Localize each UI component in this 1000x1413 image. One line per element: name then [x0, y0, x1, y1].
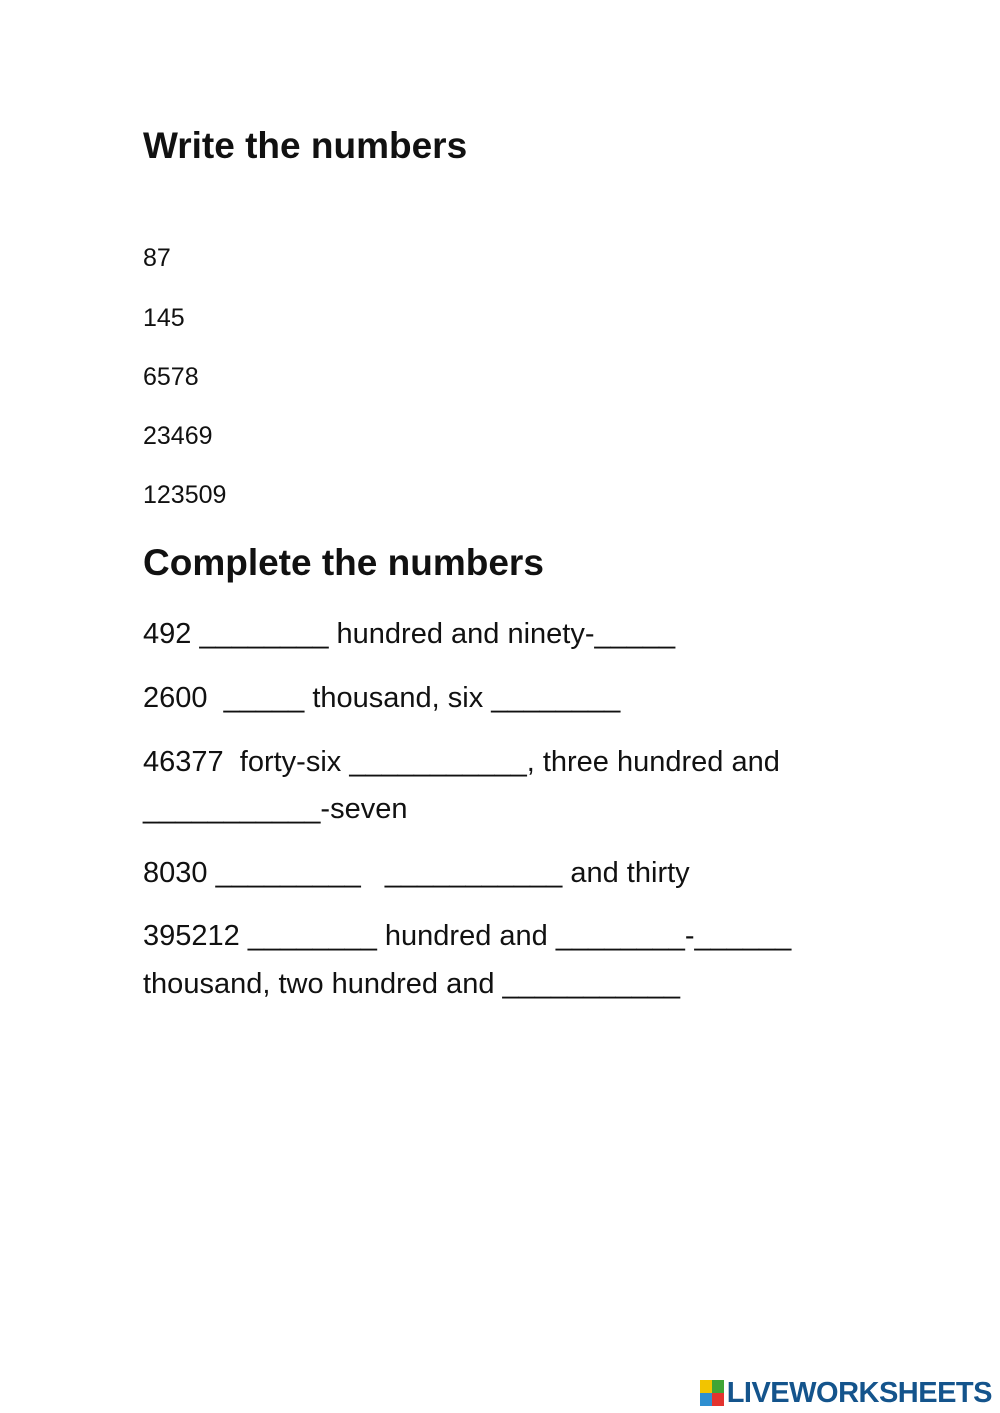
exercise-line: 46377 forty-six ___________, three hundred and [143, 746, 780, 778]
exercise-line: ___________-seven [143, 793, 408, 825]
number-item: 6578 [143, 363, 199, 391]
section-title-write-numbers: Write the numbers [143, 125, 468, 166]
brand-name: LIVEWORKSHEETS [726, 1376, 992, 1409]
number-item: 87 [143, 244, 171, 272]
liveworksheets-logo[interactable] [700, 1373, 992, 1413]
exercise-line: 8030 _________ ___________ and thirty [143, 857, 690, 889]
number-item: 145 [143, 304, 185, 332]
liveworksheets-logo-icon [700, 1380, 724, 1406]
section-title-complete-numbers: Complete the numbers [143, 542, 544, 583]
exercise-line: 395212 ________ hundred and ________-______ [143, 920, 792, 952]
number-item: 23469 [143, 422, 213, 450]
exercise-line: 2600 _____ thousand, six ________ [143, 682, 621, 714]
exercise-line: thousand, two hundred and ___________ [143, 968, 680, 1000]
exercise-line: 492 ________ hundred and ninety-_____ [143, 618, 676, 650]
number-item: 123509 [143, 481, 227, 509]
